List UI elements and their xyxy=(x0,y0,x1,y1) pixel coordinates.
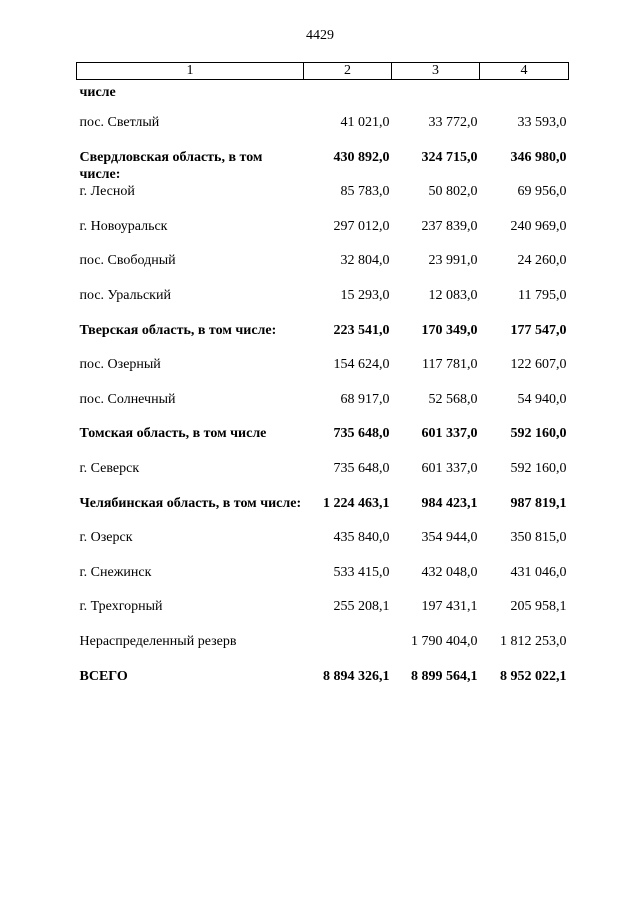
value-col-4: 205 958,1 xyxy=(510,599,567,615)
value-col-3: 237 839,0 xyxy=(421,218,478,234)
value-col-4: 431 046,0 xyxy=(510,564,567,580)
value-col-3: 12 083,0 xyxy=(428,287,478,303)
row-label: пос. Озерный xyxy=(79,357,161,373)
column-header-1: 1 xyxy=(77,63,304,80)
column-header-4: 4 xyxy=(480,63,569,80)
value-col-2: 255 208,1 xyxy=(333,599,390,615)
row-label: г. Снежинск xyxy=(79,564,152,580)
table-header xyxy=(77,63,569,80)
value-col-2: 735 648,0 xyxy=(333,426,390,442)
row-label: г. Новоуральск xyxy=(79,218,168,234)
table-row xyxy=(77,460,569,495)
table-row xyxy=(77,149,569,184)
table-row xyxy=(77,598,569,633)
value-col-4: 8 952 022,1 xyxy=(500,668,567,684)
value-col-2: 735 648,0 xyxy=(333,460,390,476)
value-col-4: 24 260,0 xyxy=(517,253,567,269)
value-col-3: 52 568,0 xyxy=(428,391,478,407)
table-row xyxy=(77,391,569,426)
table-row xyxy=(77,529,569,564)
value-col-3 xyxy=(392,80,480,115)
row-label: Свердловская область, в том числе: xyxy=(79,149,263,182)
value-col-4: 240 969,0 xyxy=(510,218,567,234)
row-label: пос. Солнечный xyxy=(79,391,176,407)
value-col-4: 987 819,1 xyxy=(510,495,567,511)
row-label: г. Трехгорный xyxy=(79,599,163,615)
value-col-2: 41 021,0 xyxy=(340,115,390,130)
value-col-3: 8 899 564,1 xyxy=(411,668,478,684)
row-label: г. Северск xyxy=(79,460,140,476)
value-col-4: 33 593,0 xyxy=(517,115,567,130)
row-label: г. Озерск xyxy=(79,530,133,546)
value-col-4: 592 160,0 xyxy=(510,426,567,442)
value-col-3: 984 423,1 xyxy=(421,495,478,511)
value-col-3: 432 048,0 xyxy=(421,564,478,580)
value-col-3: 1 790 404,0 xyxy=(411,633,478,649)
table-row xyxy=(77,114,569,149)
value-col-2 xyxy=(304,633,392,668)
row-label: г. Лесной xyxy=(79,184,135,200)
value-col-4: 346 980,0 xyxy=(510,149,567,165)
table-row xyxy=(77,668,569,703)
value-col-2: 154 624,0 xyxy=(333,357,390,373)
header-row xyxy=(77,63,569,80)
table-row xyxy=(77,564,569,599)
table-row xyxy=(77,80,569,115)
value-col-2: 15 293,0 xyxy=(340,287,390,303)
value-col-2 xyxy=(304,80,392,115)
value-col-4: 69 956,0 xyxy=(517,184,567,200)
table-body xyxy=(77,80,569,703)
row-label: ВСЕГО xyxy=(79,668,128,684)
value-col-4: 350 815,0 xyxy=(510,530,567,546)
value-col-2: 223 541,0 xyxy=(333,322,390,338)
value-col-4: 177 547,0 xyxy=(510,322,567,338)
value-col-3: 197 431,1 xyxy=(421,599,478,615)
table-row xyxy=(77,322,569,357)
table-row xyxy=(77,287,569,322)
page-number: 4429 xyxy=(306,28,334,43)
value-col-2: 1 224 463,1 xyxy=(323,495,390,511)
row-label: Челябинская область, в том числе: xyxy=(79,495,302,511)
value-col-2: 8 894 326,1 xyxy=(323,668,390,684)
row-label: Нераспределенный резерв xyxy=(79,633,237,649)
row-label: пос. Светлый xyxy=(79,115,160,130)
value-col-3: 324 715,0 xyxy=(421,149,478,165)
table-row xyxy=(77,425,569,460)
value-col-2: 533 415,0 xyxy=(333,564,390,580)
column-header-2: 2 xyxy=(304,63,392,80)
budget-table xyxy=(76,62,569,702)
column-header-3: 3 xyxy=(392,63,480,80)
table-row xyxy=(77,633,569,668)
value-col-4: 122 607,0 xyxy=(510,357,567,373)
value-col-3: 354 944,0 xyxy=(421,530,478,546)
table-row xyxy=(77,252,569,287)
table-row xyxy=(77,495,569,530)
table-row xyxy=(77,356,569,391)
value-col-3: 601 337,0 xyxy=(421,426,478,442)
row-label: числе xyxy=(79,85,116,100)
value-col-3: 23 991,0 xyxy=(428,253,478,269)
value-col-2: 297 012,0 xyxy=(333,218,390,234)
value-col-3: 117 781,0 xyxy=(422,357,478,373)
value-col-3: 50 802,0 xyxy=(428,184,478,200)
row-label: пос. Уральский xyxy=(79,287,171,303)
row-label: Тверская область, в том числе: xyxy=(79,322,277,338)
value-col-4 xyxy=(480,80,569,115)
value-col-2: 430 892,0 xyxy=(333,149,390,165)
value-col-4: 1 812 253,0 xyxy=(500,633,567,649)
value-col-4: 54 940,0 xyxy=(517,391,567,407)
value-col-2: 435 840,0 xyxy=(333,530,390,546)
value-col-2: 68 917,0 xyxy=(340,391,390,407)
value-col-4: 592 160,0 xyxy=(510,460,567,476)
value-col-2: 32 804,0 xyxy=(340,253,390,269)
value-col-3: 601 337,0 xyxy=(421,460,478,476)
value-col-4: 11 795,0 xyxy=(518,287,567,303)
table-row xyxy=(77,183,569,218)
value-col-3: 170 349,0 xyxy=(421,322,478,338)
value-col-3: 33 772,0 xyxy=(428,115,478,130)
value-col-2: 85 783,0 xyxy=(340,184,390,200)
table-row xyxy=(77,218,569,253)
row-label: пос. Свободный xyxy=(79,253,176,269)
row-label: Томская область, в том числе xyxy=(79,426,267,442)
